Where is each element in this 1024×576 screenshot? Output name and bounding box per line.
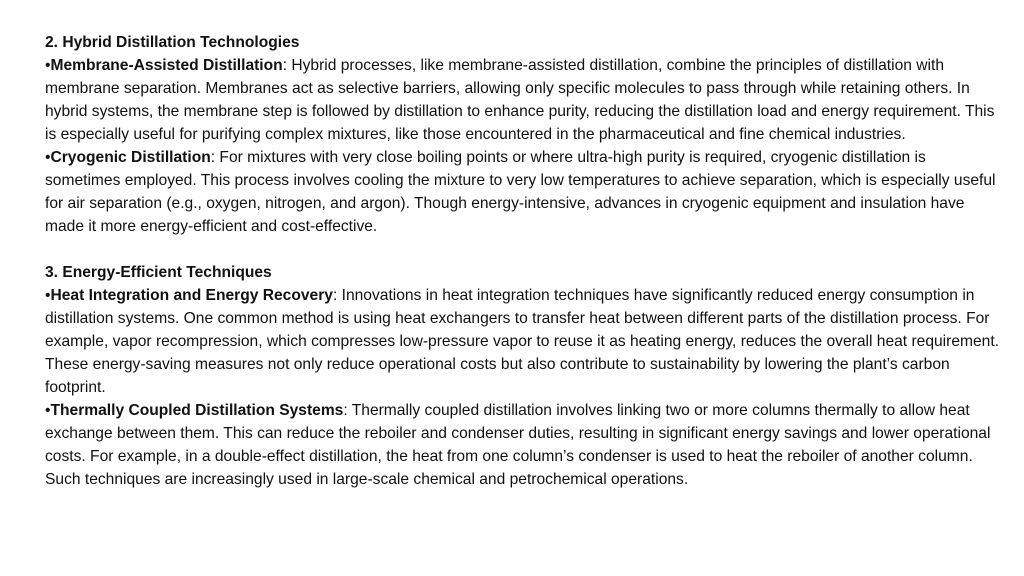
desc-cryogenic: : For mixtures with very close boiling points or where ultra-high purity is required, cryogenic distillation is sometimes employed. This process involves cooling the mixture to very low temperatures to achieve separation, which is especially useful for air separation (e.g., oxygen, nitrogen, and argon). Though energy-intensive, advances in cryogenic equipment and insulation have made it more energy-efficient and cost-effective. [45,149,996,235]
bullet-marker: • [45,57,51,74]
section-title-hybrid: 2. Hybrid Distillation Technologies [45,34,300,51]
slide-content [45,31,1005,491]
bullet-membrane-assisted [45,54,1005,146]
bullet-cryogenic [45,146,1005,238]
bullet-marker: • [45,287,51,304]
bullet-heat-integration [45,284,1005,399]
term-heat-integration: Heat Integration and Energy Recovery [50,287,333,304]
bullet-thermally-coupled [45,399,1005,491]
bullet-marker: • [45,149,51,166]
section-spacer [45,238,1005,261]
desc-membrane-assisted: : Hybrid processes, like membrane-assisted distillation, combine the principles of distillation with membrane separation. Membranes act as selective barriers, allowing only specific molecules to pass through while retaining others. In hybrid systems, the membrane step is followed by distillation to enhance purity, reducing the distillation load and energy requirement. This is especially useful for purifying complex mixtures, like those encountered in the pharmaceutical and fine chemical industries. [45,57,995,143]
term-membrane-assisted: Membrane-Assisted Distillation [50,57,283,74]
bullet-marker: • [45,402,51,419]
desc-thermally-coupled: : Thermally coupled distillation involves linking two or more columns thermally to allow heat exchange between them. This can reduce the reboiler and condenser duties, resulting in significant energy savings and lower operational costs. For example, in a double-effect distillation, the heat from one column’s condenser is used to heat the reboiler of another column. Such techniques are increasingly used in large-scale chemical and petrochemical operations. [45,402,991,488]
term-thermally-coupled: Thermally Coupled Distillation Systems [50,402,344,419]
desc-heat-integration: : Innovations in heat integration techniques have significantly reduced energy consumption in distillation systems. One common method is using heat exchangers to transfer heat between different parts of the distillation process. For example, vapor recompression, which compresses low-pressure vapor to reuse it as heating energy, reduces the overall heat requirement. These energy-saving measures not only reduce operational costs but also contribute to sustainability by lowering the plant’s carbon footprint. [45,287,999,396]
section-title-energy: 3. Energy-Efficient Techniques [45,264,272,281]
term-cryogenic: Cryogenic Distillation [50,149,211,166]
